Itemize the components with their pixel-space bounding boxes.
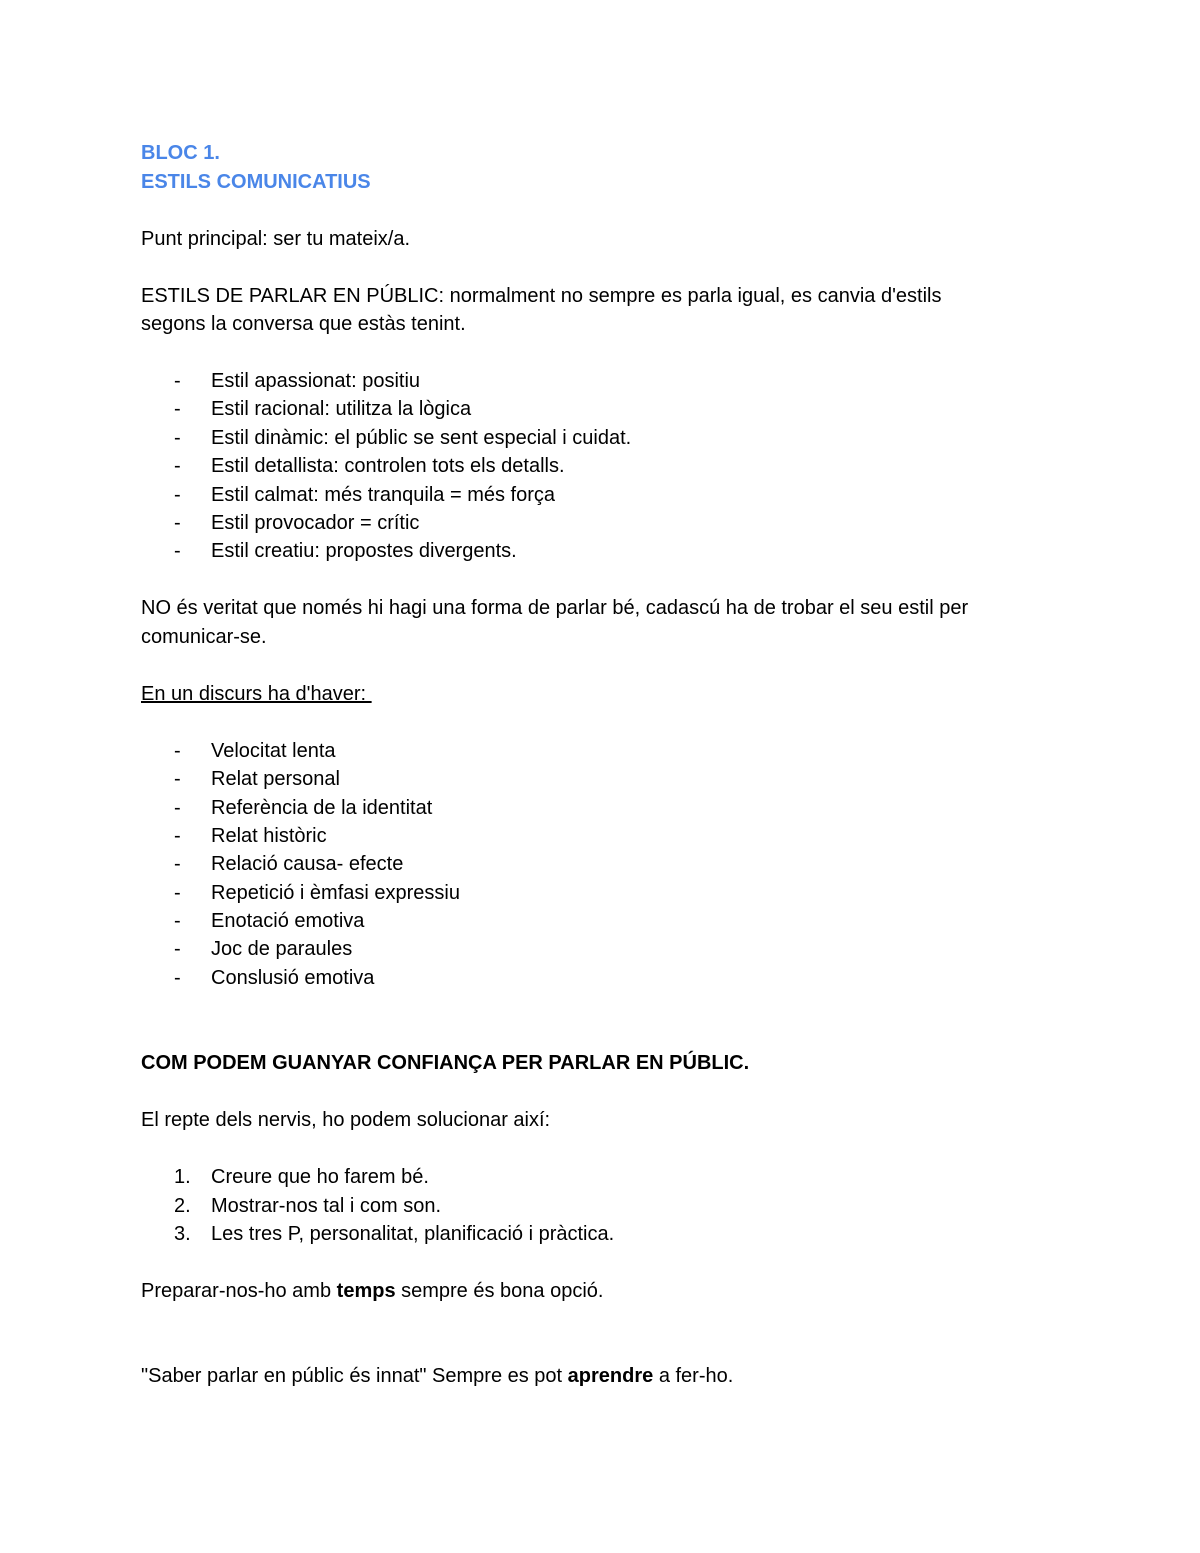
list-item-text: Estil racional: utilitza la lògica <box>211 398 472 421</box>
list-item-text: Relació causa- efecte <box>211 853 404 876</box>
dash-marker: - <box>174 938 181 961</box>
bloc-title: BLOC 1. <box>141 142 220 164</box>
number-marker: 2. <box>174 1194 191 1217</box>
styles-intro-line-2: segons la conversa que estàs tenint. <box>141 313 466 335</box>
styles-intro-line-1: ESTILS DE PARLAR EN PÚBLIC: normalment no sempre es parla igual, es canvia d'estils <box>141 284 942 307</box>
list-item <box>141 509 1061 537</box>
prep-before: Preparar-nos-ho amb <box>141 1279 337 1302</box>
dash-marker: - <box>174 824 181 847</box>
discourse-list <box>141 737 1061 993</box>
dash-marker: - <box>174 853 181 876</box>
dash-marker: - <box>174 370 181 392</box>
no-truth-line-1: NO és veritat que només hi hagi una forma de parlar bé, cadascú ha de trobar el seu estil per <box>141 597 969 620</box>
spacer <box>141 992 1061 1021</box>
dash-marker: - <box>174 881 181 904</box>
list-item <box>141 367 1061 395</box>
dash-marker: - <box>174 398 181 421</box>
quote-sentence <box>141 1362 1061 1391</box>
list-item-text: Relat personal <box>211 768 340 791</box>
list-item-text: Estil detallista: controlen tots els detalls. <box>211 455 565 478</box>
dash-marker: - <box>174 455 181 478</box>
list-item-text: Referència de la identitat <box>211 796 433 819</box>
spacer <box>141 196 1061 225</box>
list-item-text: Estil calmat: més tranquila = més força <box>211 483 556 506</box>
list-item <box>141 850 1061 878</box>
list-item-text: Mostrar-nos tal i com son. <box>211 1194 442 1217</box>
list-item-text: Velocitat lenta <box>211 739 336 762</box>
quote-before: "Saber parlar en públic és innat" Sempre es pot <box>141 1365 568 1388</box>
dash-marker: - <box>174 910 181 933</box>
quote-bold-word: aprendre <box>567 1365 654 1388</box>
list-item-text: Relat històric <box>211 824 327 847</box>
main-point: Punt principal: ser tu mateix/a. <box>141 227 411 250</box>
list-item-text: Joc de paraules <box>211 938 353 961</box>
list-item <box>141 1192 1061 1220</box>
list-item-text: Estil provocador = crític <box>211 511 420 534</box>
list-item-text: Repetició i èmfasi expressiu <box>211 881 460 904</box>
list-item-text: Les tres P, personalitat, planificació i pràctica. <box>211 1223 615 1246</box>
confidence-heading: COM PODEM GUANYAR CONFIANÇA PER PARLAR EN PÚBLIC. <box>141 1052 750 1075</box>
dash-marker: - <box>174 511 181 534</box>
list-item <box>141 537 1061 565</box>
list-item <box>141 424 1061 452</box>
dash-marker: - <box>174 796 181 819</box>
bloc-subtitle: ESTILS COMUNICATIUS <box>141 170 371 193</box>
prep-bold-word: temps <box>336 1279 396 1302</box>
nerves-intro: El repte dels nervis, ho podem solucionar així: <box>141 1109 551 1132</box>
spacer <box>141 339 1061 368</box>
list-item <box>141 794 1061 822</box>
list-item <box>141 964 1061 992</box>
list-item-text: Enotació emotiva <box>211 910 365 933</box>
list-item <box>141 395 1061 423</box>
steps-list <box>141 1163 1061 1248</box>
dash-marker: - <box>174 768 181 791</box>
list-item-text: Estil dinàmic: el públic se sent especial i cuidat. <box>211 426 632 449</box>
spacer <box>141 1334 1061 1363</box>
list-item <box>141 879 1061 907</box>
spacer <box>141 1248 1061 1277</box>
list-item <box>141 935 1061 963</box>
list-item-text: Conslusió emotiva <box>211 966 375 989</box>
list-item <box>141 481 1061 509</box>
list-item <box>141 1163 1061 1191</box>
spacer <box>141 253 1061 282</box>
list-item <box>141 907 1061 935</box>
spacer <box>141 1021 1061 1050</box>
number-marker: 3. <box>174 1223 191 1246</box>
list-item <box>141 737 1061 765</box>
dash-marker: - <box>174 739 181 762</box>
dash-marker: - <box>174 426 181 449</box>
number-marker: 1. <box>174 1166 191 1189</box>
dash-marker: - <box>174 540 181 563</box>
list-item-text: Creure que ho farem bé. <box>211 1166 429 1189</box>
spacer <box>141 708 1061 737</box>
document-page <box>141 139 1061 1391</box>
dash-marker: - <box>174 966 181 989</box>
spacer <box>141 651 1061 680</box>
list-item <box>141 765 1061 793</box>
spacer <box>141 566 1061 595</box>
spacer <box>141 1078 1061 1107</box>
spacer <box>141 1305 1061 1334</box>
styles-list <box>141 367 1061 566</box>
discourse-heading: En un discurs ha d'haver: <box>141 682 372 705</box>
dash-marker: - <box>174 483 181 506</box>
list-item <box>141 1220 1061 1248</box>
prep-sentence <box>141 1277 1061 1306</box>
list-item <box>141 822 1061 850</box>
list-item-text: Estil apassionat: positiu <box>211 370 421 392</box>
list-item-text: Estil creatiu: propostes divergents. <box>211 540 517 563</box>
prep-after: sempre és bona opció. <box>395 1279 604 1302</box>
spacer <box>141 1135 1061 1164</box>
no-truth-line-2: comunicar-se. <box>141 625 267 648</box>
quote-after: a fer-ho. <box>653 1365 734 1388</box>
list-item <box>141 452 1061 480</box>
